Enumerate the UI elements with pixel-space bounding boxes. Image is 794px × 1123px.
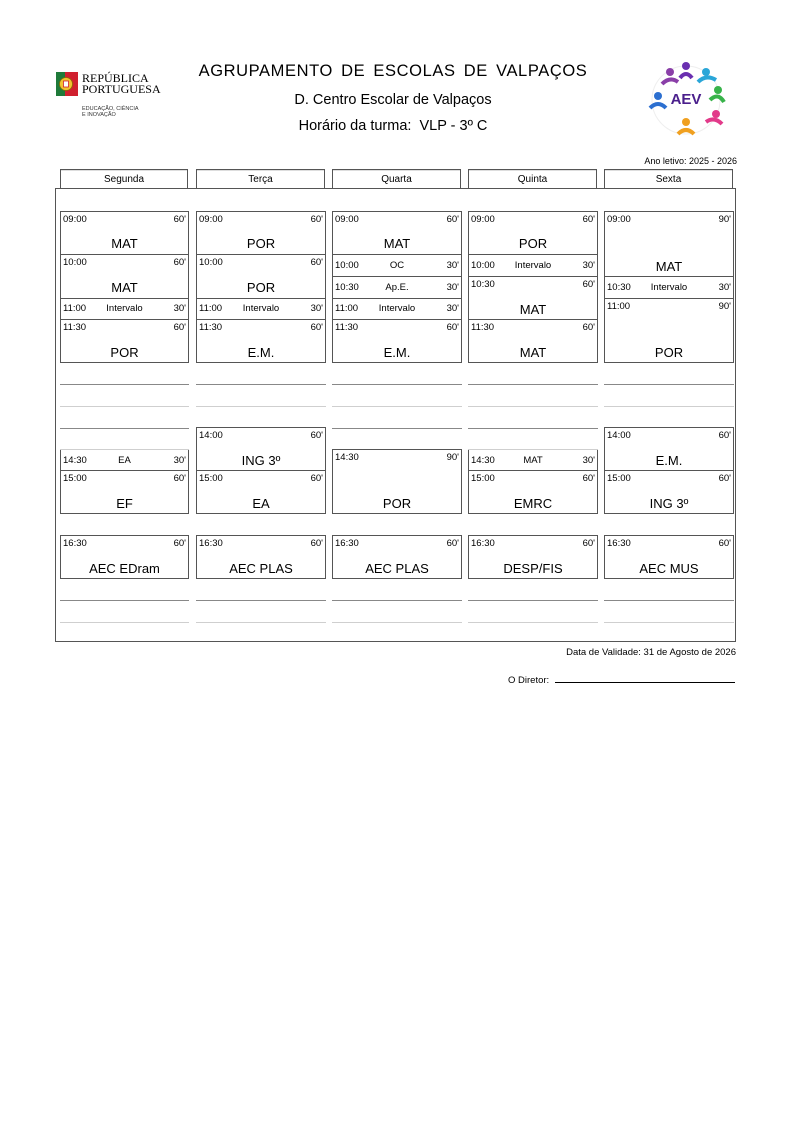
empty-row-line [468, 622, 598, 623]
slot-time: 11:00 [199, 303, 223, 314]
slot-duration: 60' [582, 214, 595, 225]
empty-row-line [332, 406, 462, 407]
slot-subject: POR [110, 345, 139, 360]
slot-duration: 60' [310, 538, 323, 549]
slot-time: 09:00 [335, 214, 359, 225]
slot-duration: 60' [310, 214, 323, 225]
slot-subject: ING 3º [649, 496, 689, 511]
empty-row-line [332, 384, 462, 385]
slot-subject: Intervalo [650, 282, 688, 293]
slot-duration: 30' [310, 303, 323, 314]
slot-terca-1630 [196, 535, 326, 579]
slot-duration: 60' [173, 214, 186, 225]
slot-subject: ING 3º [241, 453, 281, 468]
validity-date: Data de Validade: 31 de Agosto de 2026 [566, 647, 736, 658]
slot-sexta-1100 [604, 298, 734, 363]
slot-sexta-1500 [604, 470, 734, 514]
slot-subject: POR [654, 345, 684, 360]
slot-segunda-1000 [60, 254, 189, 299]
empty-row-line [60, 622, 189, 623]
slot-subject: DESP/FIS [503, 561, 563, 576]
slot-time: 11:30 [471, 322, 495, 333]
slot-duration: 60' [446, 322, 459, 333]
slot-subject: MAT [383, 236, 411, 251]
slot-time: 11:30 [63, 322, 87, 333]
slot-quinta-1500 [468, 470, 598, 514]
slot-quinta-1030 [468, 276, 598, 320]
empty-row-line [60, 384, 189, 385]
slot-subject: MAT [111, 280, 138, 295]
slot-time: 15:00 [63, 473, 87, 484]
slot-subject: Intervalo [378, 303, 416, 314]
slot-duration: 60' [310, 322, 323, 333]
slot-quinta-1130 [468, 319, 598, 363]
slot-time: 14:00 [199, 430, 223, 441]
slot-subject: E.M. [655, 453, 683, 468]
tab-quinta: Quinta [468, 169, 597, 189]
slot-duration: 30' [582, 455, 595, 466]
slot-subject: MAT [519, 302, 547, 317]
slot-quarta-1100 [332, 298, 462, 320]
empty-row-line [468, 428, 598, 429]
slot-quinta-0900 [468, 211, 598, 255]
director-label: O Diretor: [508, 675, 550, 686]
government-ministry: EDUCAÇÃO, CIÊNCIA E INOVAÇÃO [82, 106, 139, 118]
slot-quinta-1430 [468, 449, 598, 471]
slot-segunda-1130 [60, 319, 189, 363]
slot-duration: 60' [173, 322, 186, 333]
slot-time: 10:00 [335, 260, 359, 271]
tab-terca: Terça [196, 169, 325, 189]
slot-duration: 60' [446, 214, 459, 225]
slot-quarta-1430 [332, 449, 462, 514]
slot-subject: EF [116, 496, 133, 511]
government-name: REPÚBLICA PORTUGUESA [82, 71, 161, 96]
slot-duration: 60' [582, 538, 595, 549]
empty-row-line [332, 622, 462, 623]
empty-row-line [60, 600, 189, 601]
slot-time: 15:00 [199, 473, 223, 484]
slot-segunda-0900 [60, 211, 189, 255]
slot-subject: MAT [111, 236, 138, 251]
slot-quarta-1030 [332, 276, 462, 299]
slot-quinta-1000 [468, 254, 598, 277]
slot-time: 16:30 [607, 538, 631, 549]
tab-segunda: Segunda [60, 169, 188, 189]
empty-row-line [196, 622, 326, 623]
empty-row-line [60, 406, 189, 407]
slot-time: 11:00 [335, 303, 359, 314]
slot-sexta-0900 [604, 211, 734, 277]
slot-duration: 60' [173, 257, 186, 268]
slot-duration: 60' [310, 430, 323, 441]
empty-row-line [604, 600, 734, 601]
slot-time: 15:00 [471, 473, 495, 484]
slot-time: 15:00 [607, 473, 631, 484]
slot-time: 10:00 [63, 257, 87, 268]
slot-duration: 30' [446, 303, 459, 314]
slot-duration: 60' [582, 279, 595, 290]
slot-time: 11:30 [199, 322, 223, 333]
slot-segunda-1630 [60, 535, 189, 579]
slot-subject: EMRC [513, 496, 553, 511]
slot-time: 14:00 [607, 430, 631, 441]
slot-time: 14:30 [335, 452, 359, 463]
slot-segunda-1100 [60, 298, 189, 320]
slot-time: 09:00 [199, 214, 223, 225]
republica-portuguesa-logo-icon [54, 70, 80, 109]
slot-sexta-1400 [604, 427, 734, 471]
slot-duration: 30' [582, 260, 595, 271]
empty-row-line [196, 406, 326, 407]
empty-row-line [468, 449, 598, 450]
svg-text:AEV: AEV [670, 91, 702, 108]
slot-duration: 60' [718, 473, 731, 484]
slot-terca-1500 [196, 470, 326, 514]
slot-subject: E.M. [383, 345, 411, 360]
slot-quarta-1630 [332, 535, 462, 579]
slot-subject: POR [246, 236, 276, 251]
slot-duration: 90' [718, 301, 731, 312]
slot-duration: 60' [446, 538, 459, 549]
slot-duration: 30' [173, 303, 186, 314]
slot-subject: EA [252, 496, 270, 511]
slot-subject: OC [389, 260, 405, 271]
empty-row-line [604, 384, 734, 385]
slot-time: 10:30 [335, 282, 359, 293]
slot-duration: 60' [310, 473, 323, 484]
slot-time: 10:00 [199, 257, 223, 268]
slot-time: 10:00 [471, 260, 495, 271]
slot-terca-1400 [196, 427, 326, 471]
empty-row-line [196, 384, 326, 385]
slot-duration: 60' [310, 257, 323, 268]
slot-time: 11:30 [335, 322, 359, 333]
slot-subject: AEC MUS [639, 561, 699, 576]
slot-subject: AEC PLAS [229, 561, 293, 576]
slot-time: 14:30 [63, 455, 87, 466]
empty-row-line [60, 428, 189, 429]
slot-subject: Intervalo [514, 260, 552, 271]
class-label: Horário da turma: VLP - 3º C [298, 118, 488, 134]
slot-duration: 60' [582, 473, 595, 484]
slot-time: 11:00 [607, 301, 631, 312]
empty-row-line [468, 384, 598, 385]
slot-time: 16:30 [335, 538, 359, 549]
slot-duration: 60' [173, 473, 186, 484]
slot-subject: POR [246, 280, 276, 295]
empty-row-line [196, 600, 326, 601]
slot-time: 09:00 [471, 214, 495, 225]
slot-time: 11:00 [63, 303, 87, 314]
slot-duration: 30' [173, 455, 186, 466]
slot-duration: 60' [173, 538, 186, 549]
tab-sexta: Sexta [604, 169, 733, 189]
slot-subject: MAT [523, 455, 543, 466]
slot-time: 10:30 [471, 279, 495, 290]
slot-subject: Ap.E. [385, 282, 409, 293]
slot-duration: 90' [446, 452, 459, 463]
slot-duration: 60' [582, 322, 595, 333]
slot-subject: E.M. [247, 345, 275, 360]
slot-subject: EA [118, 455, 131, 466]
slot-time: 16:30 [471, 538, 495, 549]
slot-terca-1130 [196, 319, 326, 363]
slot-sexta-1030 [604, 276, 734, 299]
slot-subject: AEC EDram [89, 561, 160, 576]
slot-time: 16:30 [199, 538, 223, 549]
slot-subject: MAT [655, 259, 683, 274]
slot-segunda-1430 [60, 449, 189, 471]
slot-time: 09:00 [63, 214, 87, 225]
slot-time: 16:30 [63, 538, 87, 549]
empty-row-line [332, 428, 462, 429]
slot-subject: POR [382, 496, 412, 511]
empty-row-line [332, 600, 462, 601]
aev-logo-icon [640, 58, 732, 147]
slot-subject: AEC PLAS [365, 561, 429, 576]
slot-quarta-0900 [332, 211, 462, 255]
empty-row-line [468, 600, 598, 601]
school-name: AGRUPAMENTO DE ESCOLAS DE VALPAÇOS [198, 62, 588, 80]
slot-subject: Intervalo [242, 303, 280, 314]
slot-subject: POR [518, 236, 548, 251]
school-year: Ano letivo: 2025 - 2026 [644, 156, 737, 166]
slot-sexta-1630 [604, 535, 734, 579]
slot-subject: MAT [519, 345, 547, 360]
empty-row-line [604, 406, 734, 407]
slot-time: 10:30 [607, 282, 631, 293]
slot-quarta-1000 [332, 254, 462, 277]
empty-row-line [468, 406, 598, 407]
slot-terca-1100 [196, 298, 326, 320]
director-signature-line [555, 682, 735, 683]
slot-duration: 30' [446, 260, 459, 271]
slot-duration: 60' [718, 538, 731, 549]
slot-terca-1000 [196, 254, 326, 299]
slot-duration: 30' [446, 282, 459, 293]
slot-time: 14:30 [471, 455, 495, 466]
tab-quarta: Quarta [332, 169, 461, 189]
empty-row-line [60, 449, 189, 450]
slot-quinta-1630 [468, 535, 598, 579]
slot-terca-0900 [196, 211, 326, 255]
slot-time: 09:00 [607, 214, 631, 225]
slot-duration: 30' [718, 282, 731, 293]
empty-row-line [604, 622, 734, 623]
school-center: D. Centro Escolar de Valpaços [294, 92, 492, 108]
slot-segunda-1500 [60, 470, 189, 514]
slot-duration: 90' [718, 214, 731, 225]
slot-quarta-1130 [332, 319, 462, 363]
slot-subject: Intervalo [106, 303, 143, 314]
slot-duration: 60' [718, 430, 731, 441]
